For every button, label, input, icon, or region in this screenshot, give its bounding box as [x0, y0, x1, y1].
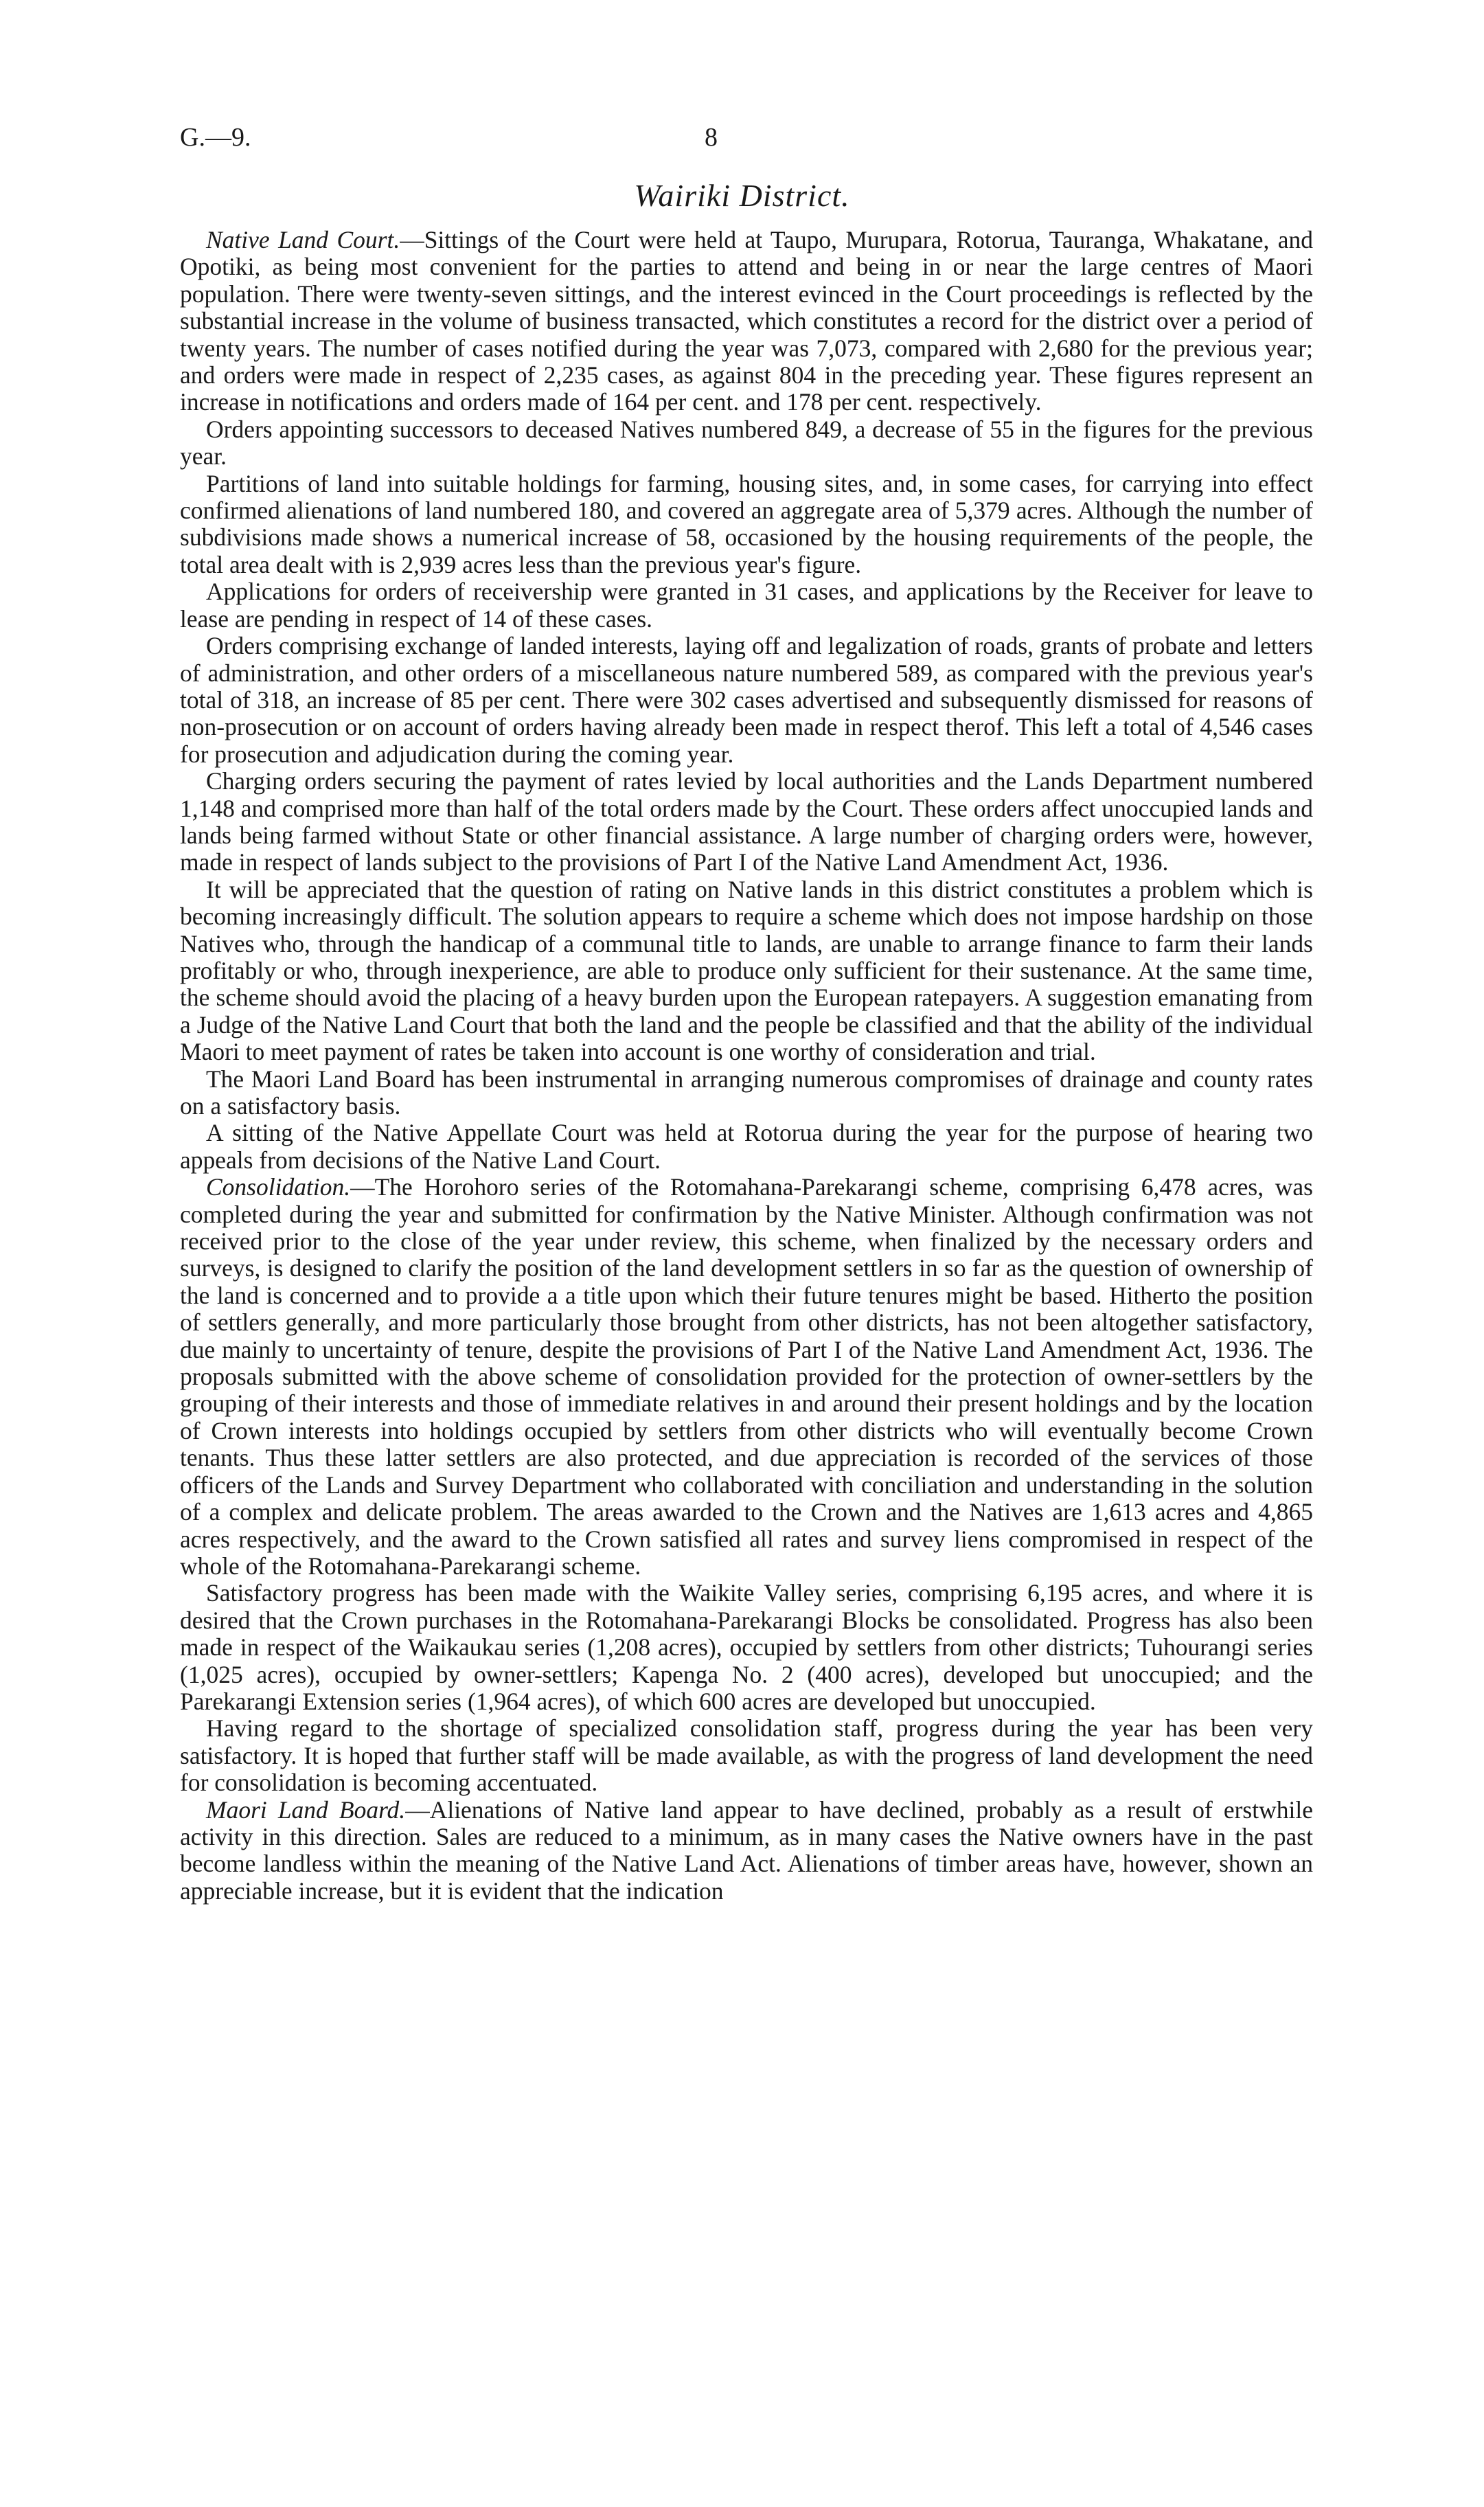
paragraph-text: A sitting of the Native Appellate Court was held at Rotorua during the year for the purpose of hearing two appeals from decisions of the Native Land Court. — [180, 1119, 1313, 1174]
paragraph-text: Orders comprising exchange of landed interests, laying off and legalization of roads, grants of probate and letters of administration, and other orders of a miscellaneous nature numbered 589, as compared with the previous year's total of 318, an increase of 85 per cent. There were 302 cases advertised and subsequently dismissed for reasons of non-prosecution or on account of orders having already been made in respect therof. This left a total of 4,546 cases for prosecution and adjudication during the coming year. — [180, 632, 1313, 768]
paragraph-text: —Sittings of the Court were held at Taupo, Murupara, Rotorua, Tauranga, Whakatane, and Opotiki, as being most convenient for the parties to attend and being in or near the large centres of Maori population. There were twenty-seven sittings, and the interest evinced in the Court proceedings is reflected by the substantial increase in the volume of business transacted, which constitutes a record for the district over a period of twenty years. The number of cases notified during the year was 7,073, compared with 2,680 for the previous year; and orders were made in respect of 2,235 cases, as against 804 in the preceding year. These figures represent an increase in notifications and orders made of 164 per cent. and 178 per cent. respectively. — [180, 226, 1313, 416]
page-header — [180, 122, 1319, 163]
paragraph-text: It will be appreciated that the question of rating on Native lands in this district constitutes a problem which is becoming increasingly difficult. The solution appears to require a scheme which does not impose hardship on those Natives who, through the handicap of a communal title to lands, are unable to arrange finance to farm their lands profitably or who, through inexperience, are able to produce only sufficient for their sustenance. At the same time, the scheme should avoid the placing of a heavy burden upon the European ratepayers. A suggestion emanating from a Judge of the Native Land Court that both the land and the people be classified and that the ability of the individual Maori to meet payment of rates be taken into account is one worthy of consideration and trial. — [180, 875, 1313, 1066]
paragraph-appellate-court — [180, 1120, 1313, 1174]
paragraph-text: The Maori Land Board has been instrumental in arranging numerous compromises of drainage and county rates on a satisfactory basis. — [180, 1065, 1313, 1120]
paragraph-receivership — [180, 578, 1313, 633]
paragraph-lead: Maori Land Board. — [206, 1795, 406, 1824]
paragraph-consolidation — [180, 1174, 1313, 1580]
paragraph-successors — [180, 416, 1313, 470]
paragraph-orders-exchange — [180, 633, 1313, 768]
paragraph-waikite-progress — [180, 1580, 1313, 1715]
paragraph-lead: Consolidation. — [206, 1173, 351, 1201]
paragraph-text: Satisfactory progress has been made with the Waikite Valley series, comprising 6,195 acres, and where it is desired that the Crown purchases in the Rotomahana-Parekarangi Blocks be consolidated. Progress has also been made in respect of the Waikaukau series (1,208 acres), occupied by settlers from other districts; Tuhourangi series (1,025 acres), occupied by owner-settlers; Kapenga No. 2 (400 acres), developed but unoccupied; and the Parekarangi Extension series (1,964 acres), of which 600 acres are developed but unoccupied. — [180, 1579, 1313, 1715]
paragraph-staff-shortage — [180, 1715, 1313, 1796]
paragraph-maori-land-board — [180, 1797, 1313, 1905]
paragraph-text: Having regard to the shortage of specialized consolidation staff, progress during the year has been very satisfactory. It is hoped that further staff will be made available, as with the progress of land development the need for consolidation is becoming accentuated. — [180, 1714, 1313, 1797]
paragraph-maori-land-board-compromises — [180, 1066, 1313, 1120]
paragraph-partitions — [180, 470, 1313, 579]
paragraph-lead: Native Land Court. — [206, 226, 400, 253]
paragraph-text: —Alienations of Native land appear to have declined, probably as a result of erstwhile activity in this direction. Sales are reduced to a minimum, as in many cases the Native owners have in the past become landless within the meaning of the Native Land Act. Alienations of timber areas have, however, shown an appreciable increase, but it is evident that the indication — [180, 1795, 1313, 1905]
page-number: 8 — [705, 123, 718, 152]
paragraph-text: —The Horohoro series of the Rotomahana-Parekarangi scheme, comprising 6,478 acres, was completed during the year and submitted for confirmation by the Native Minister. Although confirmation was not received prior to the close of the year under review, this scheme, when finalized by the necessary orders and surveys, is designed to clarify the position of the land development settlers in so far as the question of ownership of the land is concerned and to provide a a title upon which their future tenures might be based. Hitherto the position of settlers generally, and more particularly those brought from other districts, has not been altogether satisfactory, due mainly to uncertainty of tenure, despite the provisions of Part I of the Native Land Amendment Act, 1936. The proposals submitted with the above scheme of consolidation provided for the protection of owner-settlers by the grouping of their interests and those of immediate relatives in and around their present holdings and by the location of Crown interests into holdings occupied by settlers from other districts who will eventually become Crown tenants. Thus these latter settlers are also protected, and due appreciation is recorded of the services of those officers of the Lands and Survey Department who collaborated with conciliation and understanding in the solution of a complex and delicate problem. The areas awarded to the Crown and the Natives are 1,613 acres and 4,865 acres respectively, and the award to the Crown satisfied all rates and survey liens compromised in respect of the whole of the Rotomahana-Parekarangi scheme. — [180, 1173, 1313, 1580]
document-code: G.—9. — [180, 123, 251, 152]
paragraph-text: Partitions of land into suitable holdings for farming, housing sites, and, in some cases, for carrying into effect confirmed alienations of land numbered 180, and covered an aggregate area of 5,379 acres. Although the number of subdivisions made shows a numerical increase of 58, occasioned by the housing requirements of the people, the total area dealt with is 2,939 acres less than the previous year's figure. — [180, 469, 1313, 578]
paragraph-charging-orders — [180, 768, 1313, 876]
section-title: Wairiki District. — [634, 178, 850, 213]
body-text — [180, 227, 1313, 1905]
paragraph-rating-problem — [180, 876, 1313, 1066]
paragraph-text: Orders appointing successors to deceased Natives numbered 849, a decrease of 55 in the figures for the previous year. — [180, 415, 1313, 470]
paragraph-text: Charging orders securing the payment of rates levied by local authorities and the Lands Department numbered 1,148 and comprised more than half of the total orders made by the Court. These orders affect unoccupied lands and lands being farmed without State or other financial assistance. A large number of charging orders were, however, made in respect of lands subject to the provisions of Part I of the Native Land Amendment Act, 1936. — [180, 767, 1313, 876]
paragraph-text: Applications for orders of receivership were granted in 31 cases, and applications by the Receiver for leave to lease are pending in respect of 14 of these cases. — [180, 578, 1313, 633]
paragraph-native-land-court — [180, 227, 1313, 416]
